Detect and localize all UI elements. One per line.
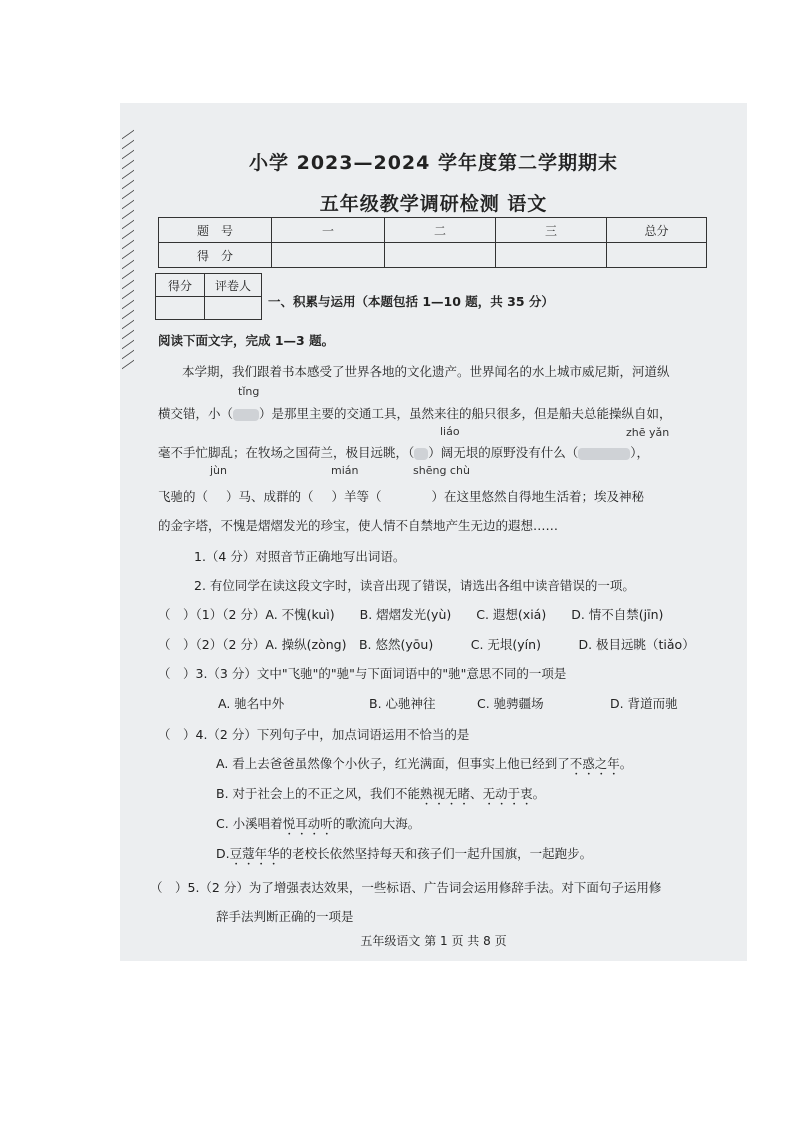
option-text: 的老校长依然坚持每天和孩子们一起升国旗，一起跑步。 (279, 846, 593, 861)
exam-title-line2: 五年级教学调研检测 语文 (319, 193, 548, 215)
answer-blank[interactable] (414, 448, 428, 460)
option-text: 的歌流向大海。 (332, 816, 421, 831)
binding-hatch-mark (122, 280, 134, 289)
binding-hatch-mark (122, 220, 134, 229)
score-table-cell: 三 (496, 218, 607, 243)
passage-line (158, 404, 672, 422)
question-2-2: （ ）（2）（2 分）A. 操纵(zòng) B. 悠然(yōu) C. 无垠(yín) D. 极目远眺（tiǎo） (158, 637, 695, 652)
score-table-cell: 总分 (607, 218, 707, 243)
option-c: C. 驰骋疆场 (477, 696, 544, 711)
pinyin-hint: zhē yǎn (626, 426, 670, 439)
option-text: C. 小溪唱着 (216, 816, 283, 831)
pinyin-hint: tǐng (238, 385, 260, 398)
grader-table-cell: 评卷人 (205, 274, 262, 297)
passage-line: 本学期，我们跟着书本感受了世界各地的文化遗产。世界闻名的水上城市威尼斯，河道纵 (182, 364, 670, 379)
score-input-cell[interactable] (607, 243, 707, 268)
binding-hatch-mark (122, 260, 134, 269)
grader-table (155, 273, 262, 320)
reading-intro: 阅读下面文字，完成 1—3 题。 (158, 333, 335, 348)
option-text: 。 (619, 756, 633, 771)
section-heading: 一、积累与运用（本题包括 1—10 题，共 35 分） (268, 294, 554, 309)
passage-text: 横交错，小（ (158, 406, 234, 421)
question-4-option-b (216, 784, 545, 808)
question-2: 2. 有位同学在读这段文字时，读音出现了错误，请选出各组中读音错误的一项。 (194, 578, 635, 593)
score-input-cell[interactable] (385, 243, 496, 268)
question-3: （ ）3.（3 分）文中"飞驰"的"驰"与下面词语中的"驰"意思不同的一项是 (158, 666, 567, 681)
grader-input-cell[interactable] (156, 297, 205, 320)
score-table-cell: 题 号 (159, 218, 272, 243)
dotted-word: 熟视无睹 (420, 786, 471, 801)
question-4-option-a (216, 754, 632, 778)
passage-line (158, 487, 644, 505)
passage-text: ）是那里主要的交通工具，虽然来往的船只很多，但是船夫总能操纵自如， (259, 406, 672, 421)
passage-text: ）， (630, 445, 650, 460)
binding-hatch-mark (122, 360, 134, 369)
option-a: A. 驰名中外 (218, 696, 285, 711)
binding-hatch-mark (122, 250, 134, 259)
score-table-header-row (159, 218, 707, 243)
score-input-cell[interactable] (496, 243, 607, 268)
question-1: 1.（4 分）对照音节正确地写出词语。 (194, 549, 406, 564)
passage-text: 飞驰的（ (158, 489, 209, 504)
answer-blank[interactable] (578, 448, 630, 460)
pinyin-hint: liáo (440, 425, 460, 438)
binding-hatch-mark (122, 310, 134, 319)
dotted-word: 豆蔻年华 (229, 846, 280, 861)
binding-hatch-mark (122, 350, 134, 359)
page-footer: 五年级语文 第 1 页 共 8 页 (360, 934, 507, 948)
binding-hatch-mark (122, 340, 134, 349)
binding-hatch-mark (122, 180, 134, 189)
score-table-score-row (159, 243, 707, 268)
dotted-word: 悦耳动听 (282, 816, 333, 831)
option-text: 。 (532, 786, 546, 801)
option-text: A. 看上去爸爸虽然像个小伙子，红光满面，但事实上他已经到了 (216, 756, 570, 771)
option-text: B. 对于社会上的不正之风，我们不能 (216, 786, 421, 801)
passage-text: ）羊等（ (331, 489, 382, 504)
passage-text: ）在这里悠然自得地生活着；埃及神秘 (431, 489, 645, 504)
option-text: D. (216, 846, 230, 861)
question-4-option-c (216, 814, 420, 838)
binding-hatch-mark (122, 240, 134, 249)
option-d: D. 背道而驰 (610, 696, 678, 711)
question-5-line1: （ ）5.（2 分）为了增强表达效果，一些标语、广告词会运用修辞手法。对下面句子运用修 (150, 880, 662, 895)
dotted-word: 不惑之年 (569, 756, 620, 771)
score-input-cell[interactable] (272, 243, 385, 268)
binding-hatch-mark (122, 320, 134, 329)
score-table-cell: 二 (385, 218, 496, 243)
exam-title-line1: 小学 2023—2024 学年度第二学期期末 (249, 152, 618, 174)
question-5-line2: 辞手法判断正确的一项是 (216, 909, 354, 924)
question-4-option-d (216, 844, 592, 868)
pinyin-hint: jùn (210, 464, 227, 477)
binding-hatch-mark (122, 300, 134, 309)
score-table-cell: 一 (272, 218, 385, 243)
question-4: （ ）4.（2 分）下列句子中，加点词语运用不恰当的是 (158, 727, 470, 742)
score-table-cell: 得 分 (159, 243, 272, 268)
pinyin-hint: mián (331, 464, 359, 477)
dotted-word: 无动于衷 (482, 786, 533, 801)
option-text: 、 (470, 786, 483, 801)
binding-hatch-mark (122, 330, 134, 339)
binding-hatch-mark (122, 290, 134, 299)
answer-blank[interactable] (233, 409, 259, 421)
passage-text: ）马、成群的（ (226, 489, 314, 504)
pinyin-hint: shēng chù (413, 464, 470, 477)
grader-input-cell[interactable] (205, 297, 262, 320)
question-2-1: （ ）（1）（2 分）A. 不愧(kuì) B. 熠熠发光(yù) C. 遐想(xiá) D. 情不自禁(jīn) (158, 607, 664, 622)
binding-hatch-mark (122, 230, 134, 239)
grader-table-cell: 得分 (156, 274, 205, 297)
passage-line: 的金字塔，不愧是熠熠发光的珍宝，使人情不自禁地产生无边的遐想…… (158, 518, 559, 533)
binding-hatch-mark (122, 130, 134, 139)
binding-hatch-mark (122, 270, 134, 279)
score-table (158, 217, 707, 268)
passage-line (158, 443, 649, 461)
passage-text: 毫不手忙脚乱；在牧场之国荷兰，极目远眺，（ (158, 445, 415, 460)
passage-text: ）阔无垠的原野没有什么（ (428, 445, 579, 460)
option-b: B. 心驰神往 (369, 696, 436, 711)
